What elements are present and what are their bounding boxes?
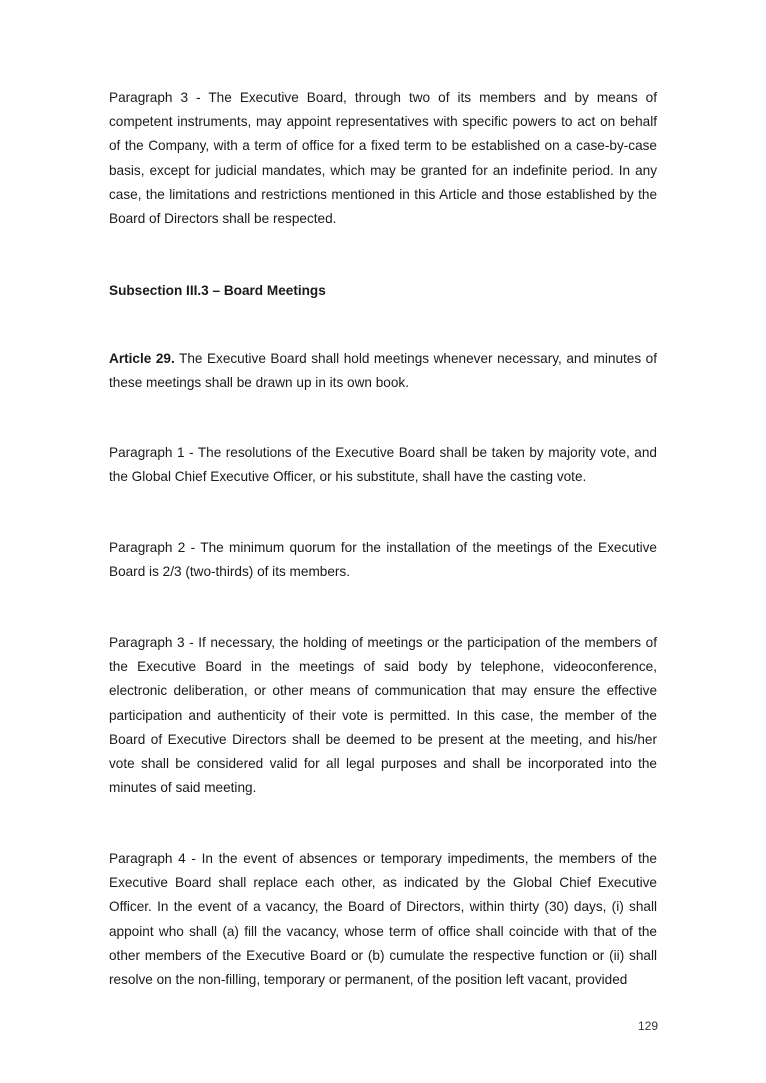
page-number: 129	[637, 1019, 658, 1033]
subsection-heading: Subsection III.3 – Board Meetings	[109, 283, 326, 298]
paragraph-2-quorum: Paragraph 2 - The minimum quorum for the installation of the meetings of the Executive Board is 2/3 (two-thirds) of its members.	[109, 540, 657, 580]
article-29-label: Article 29.	[109, 351, 175, 366]
article-29-text: The Executive Board shall hold meetings whenever necessary, and minutes of these meetings shall be drawn up in its own book.	[109, 351, 657, 391]
paragraph-4-absences: Paragraph 4 - In the event of absences or temporary impediments, the members of the Executive Board shall replace each other, as indicated by the Global Chief Executive Officer. In the event of a vacancy, the Board of Directors, within thirty (30) days, (i) shall appoint who shall (a) fill the vacancy, whose term of office shall coincide with that of the other members of the Executive Board or (b) cumulate the respective function or (ii) shall resolve on the non-filling, temporary or permanent, of the position left vacant, provided	[109, 851, 657, 988]
article-29	[109, 347, 657, 395]
paragraph-3-representatives: Paragraph 3 - The Executive Board, through two of its members and by means of competent instruments, may appoint representatives with specific powers to act on behalf of the Company, with a term of office for a fixed term to be established on a case-by-case basis, except for judicial mandates, which may be granted for an indefinite period. In any case, the limitations and restrictions mentioned in this Article and those established by the Board of Directors shall be respected.	[109, 90, 657, 227]
paragraph-1-resolutions: Paragraph 1 - The resolutions of the Executive Board shall be taken by majority vote, and the Global Chief Executive Officer, or his substitute, shall have the casting vote.	[109, 445, 657, 485]
paragraph-3-remote-meetings: Paragraph 3 - If necessary, the holding of meetings or the participation of the members of the Executive Board in the meetings of said body by telephone, videoconference, electronic deliberation, or other means of communication that may ensure the effective participation and authenticity of their vote is permitted. In this case, the member of the Board of Executive Directors shall be deemed to be present at the meeting, and his/her vote shall be considered valid for all legal purposes and shall be incorporated into the minutes of said meeting.	[109, 635, 657, 796]
